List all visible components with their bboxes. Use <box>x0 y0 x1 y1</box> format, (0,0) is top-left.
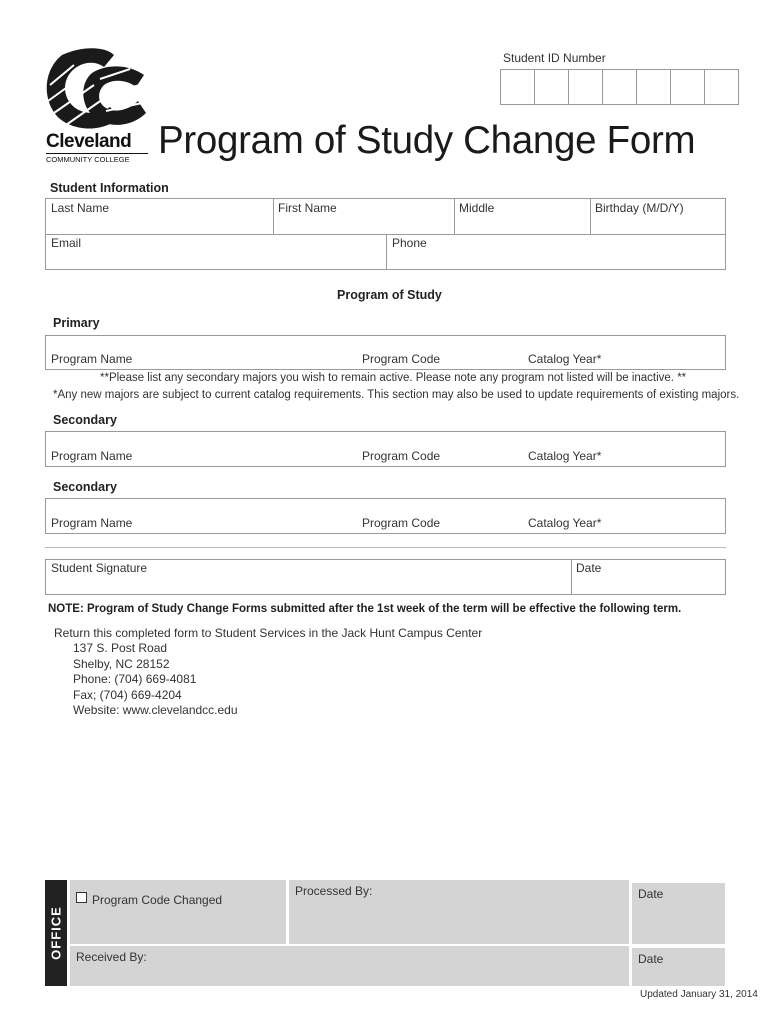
secondary-1-heading: Secondary <box>53 413 117 427</box>
date-2-label: Date <box>638 952 664 966</box>
signature-date-field[interactable]: Date <box>576 561 602 575</box>
cell-divider <box>454 199 455 234</box>
student-signature-field[interactable]: Student Signature <box>51 561 148 575</box>
last-name-field[interactable]: Last Name <box>51 201 110 215</box>
program-of-study-heading: Program of Study <box>337 288 442 302</box>
date-1-label: Date <box>638 887 664 901</box>
student-id-boxes[interactable] <box>500 69 739 105</box>
id-divider <box>670 70 671 104</box>
cell-divider <box>590 199 591 234</box>
middle-field[interactable]: Middle <box>459 201 495 215</box>
address-street: 137 S. Post Road <box>73 641 168 655</box>
phone-field[interactable]: Phone <box>392 236 427 250</box>
signature-table <box>45 559 726 595</box>
processed-by-cell[interactable] <box>289 880 629 944</box>
student-info-heading: Student Information <box>50 181 169 195</box>
checkbox-icon[interactable] <box>76 892 87 903</box>
processed-by-label: Processed By: <box>295 884 373 898</box>
id-divider <box>534 70 535 104</box>
cell-divider <box>273 199 274 234</box>
date-2-cell[interactable] <box>632 948 725 986</box>
received-by-cell[interactable] <box>70 946 629 986</box>
primary-program-name-field[interactable]: Program Name <box>51 352 133 366</box>
form-title: Program of Study Change Form <box>158 119 696 162</box>
id-divider <box>568 70 569 104</box>
cell-divider <box>386 234 387 269</box>
program-code-changed-label: Program Code Changed <box>92 893 223 907</box>
logo-swoosh-icon <box>44 45 152 137</box>
secondary-1-catalog-year-field[interactable]: Catalog Year* <box>528 449 602 463</box>
office-fax: Fax; (704) 669-4204 <box>73 688 182 702</box>
office-side-label: OFFICE <box>48 906 64 960</box>
secondary-majors-note: **Please list any secondary majors you wish to remain active. Please note any program not listed will be inactive. ** <box>100 372 687 384</box>
id-divider <box>602 70 603 104</box>
college-logo <box>44 45 152 163</box>
section-divider <box>45 547 726 548</box>
primary-program-code-field[interactable]: Program Code <box>362 352 441 366</box>
received-by-label: Received By: <box>76 950 147 964</box>
secondary-1-program-name-field[interactable]: Program Name <box>51 449 133 463</box>
return-intro: Return this completed form to Student Services in the Jack Hunt Campus Center <box>54 626 483 640</box>
office-phone: Phone: (704) 669-4081 <box>73 672 197 686</box>
student-id-label: Student ID Number <box>503 51 606 65</box>
catalog-requirements-note: *Any new majors are subject to current catalog requirements. This section may also be used to update requirements of existing majors. <box>53 389 740 401</box>
office-band <box>45 880 67 986</box>
secondary-2-heading: Secondary <box>53 480 117 494</box>
effective-term-note: NOTE: Program of Study Change Forms submitted after the 1st week of the term will be effective the following term. <box>48 603 682 615</box>
email-field[interactable]: Email <box>51 236 82 250</box>
logo-subtitle: COMMUNITY COLLEGE <box>46 153 148 164</box>
id-divider <box>636 70 637 104</box>
secondary-2-program-name-field[interactable]: Program Name <box>51 516 133 530</box>
primary-heading: Primary <box>53 316 100 330</box>
address-city: Shelby, NC 28152 <box>73 657 170 671</box>
secondary-1-program-code-field[interactable]: Program Code <box>362 449 441 463</box>
office-website[interactable]: Website: www.clevelandcc.edu <box>73 703 238 717</box>
birthday-field[interactable]: Birthday (M/D/Y) <box>595 201 684 215</box>
primary-catalog-year-field[interactable]: Catalog Year* <box>528 352 602 366</box>
first-name-field[interactable]: First Name <box>278 201 337 215</box>
cell-divider <box>571 560 572 594</box>
id-divider <box>704 70 705 104</box>
program-code-changed-cell[interactable] <box>70 880 286 944</box>
logo-name: Cleveland <box>46 131 132 152</box>
secondary-2-catalog-year-field[interactable]: Catalog Year* <box>528 516 602 530</box>
secondary-2-program-code-field[interactable]: Program Code <box>362 516 441 530</box>
updated-date: Updated January 31, 2014 <box>640 989 758 1000</box>
date-1-cell[interactable] <box>632 883 725 944</box>
